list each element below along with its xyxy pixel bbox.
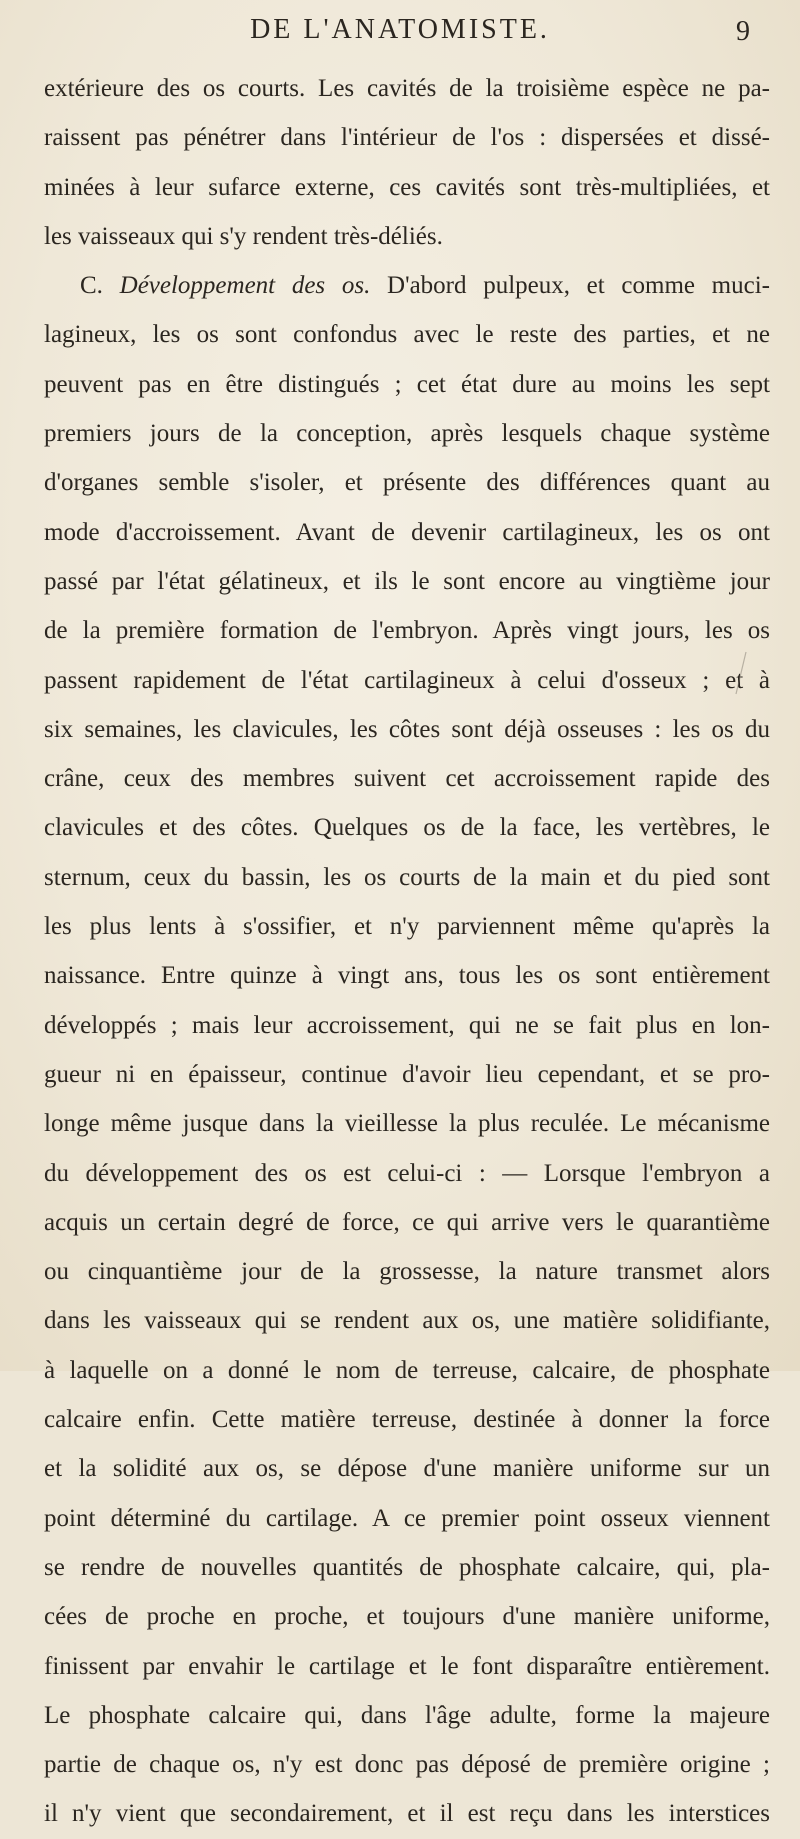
text-line: dans les vaisseaux qui se rendent aux os, une matière solidifiante, — [44, 1307, 770, 1335]
text-line: crâne, ceux des membres suivent cet accroissement rapide des — [44, 765, 770, 793]
section-c-first-line — [44, 261, 770, 310]
margin-pencil-mark — [734, 650, 748, 696]
text-line: naissance. Entre quinze à vingt ans, tous les os sont entièrement — [44, 962, 770, 990]
text-line: les vaisseaux qui s'y rendent très-déliés. — [44, 222, 443, 250]
text-line: calcaire enfin. Cette matière terreuse, destinée à donner la force — [44, 1406, 770, 1434]
text-line: passé par l'état gélatineux, et ils le sont encore au vingtième jour — [44, 567, 770, 595]
text-line: six semaines, les clavicules, les côtes sont déjà osseuses : les os du — [44, 715, 770, 743]
text-line: les plus lents à s'ossifier, et n'y parviennent même qu'après la — [44, 913, 770, 941]
text-line: ou cinquantième jour de la grossesse, la nature transmet alors — [44, 1258, 770, 1286]
running-head — [0, 8, 800, 48]
text-line: premiers jours de la conception, après lesquels chaque système — [44, 420, 770, 448]
text-line: lagineux, les os sont confondus avec le reste des parties, et ne — [44, 321, 770, 349]
text-line: point déterminé du cartilage. A ce premier point osseux viennent — [44, 1504, 770, 1532]
text-line: passent rapidement de l'état cartilagineux à celui d'osseux ; et à — [44, 666, 770, 694]
text-line: d'organes semble s'isoler, et présente des différences quant au — [44, 469, 770, 497]
text-line: sternum, ceux du bassin, les os courts de la main et du pied sont — [44, 863, 770, 891]
body-text — [44, 64, 770, 1839]
text-line: du développement des os est celui-ci : — Lorsque l'embryon a — [44, 1159, 770, 1187]
text-line: se rendre de nouvelles quantités de phosphate calcaire, qui, pla- — [44, 1553, 770, 1581]
section-text: D'abord pulpeux, et comme muci- — [387, 272, 770, 300]
text-line: de la première formation de l'embryon. Après vingt jours, les os — [44, 617, 770, 645]
text-line: mode d'accroissement. Avant de devenir cartilagineux, les os ont — [44, 518, 770, 546]
text-line: raissent pas pénétrer dans l'intérieur de l'os : dispersées et dissé- — [44, 124, 770, 152]
page-number: 9 — [736, 16, 750, 47]
text-line: cées de proche en proche, et toujours d'une manière uniforme, — [44, 1603, 770, 1631]
text-line: il n'y vient que secondairement, et il est reçu dans les interstices — [44, 1800, 770, 1828]
text-line: clavicules et des côtes. Quelques os de la face, les vertèbres, le — [44, 814, 770, 842]
text-line: acquis un certain degré de force, ce qui arrive vers le quarantième — [44, 1208, 770, 1236]
text-line: extérieure des os courts. Les cavités de la troisième espèce ne pa- — [44, 75, 770, 102]
text-line: et la solidité aux os, se dépose d'une manière uniforme sur un — [44, 1455, 770, 1483]
text-line: finissent par envahir le cartilage et le font disparaître entièrement. — [44, 1652, 770, 1680]
text-line: développés ; mais leur accroissement, qui ne se fait plus en lon- — [44, 1011, 770, 1039]
section-heading: Développement des os. — [119, 272, 371, 300]
text-line: minées à leur sufarce externe, ces cavités sont très-multipliées, et — [44, 173, 770, 201]
text-line: Le phosphate calcaire qui, dans l'âge adulte, forme la majeure — [44, 1701, 770, 1729]
text-line: longe même jusque dans la vieillesse la plus reculée. Le mécanisme — [44, 1110, 770, 1138]
text-line: à laquelle on a donné le nom de terreuse, calcaire, de phosphate — [44, 1356, 770, 1384]
text-line: peuvent pas en être distingués ; cet état dure au moins les sept — [44, 370, 770, 398]
text-line: gueur ni en épaisseur, continue d'avoir lieu cependant, et se pro- — [44, 1060, 770, 1088]
text-line: partie de chaque os, n'y est donc pas déposé de première origine ; — [44, 1751, 770, 1779]
section-letter: C. — [80, 272, 103, 300]
running-title: DE L'ANATOMISTE. — [250, 14, 550, 45]
